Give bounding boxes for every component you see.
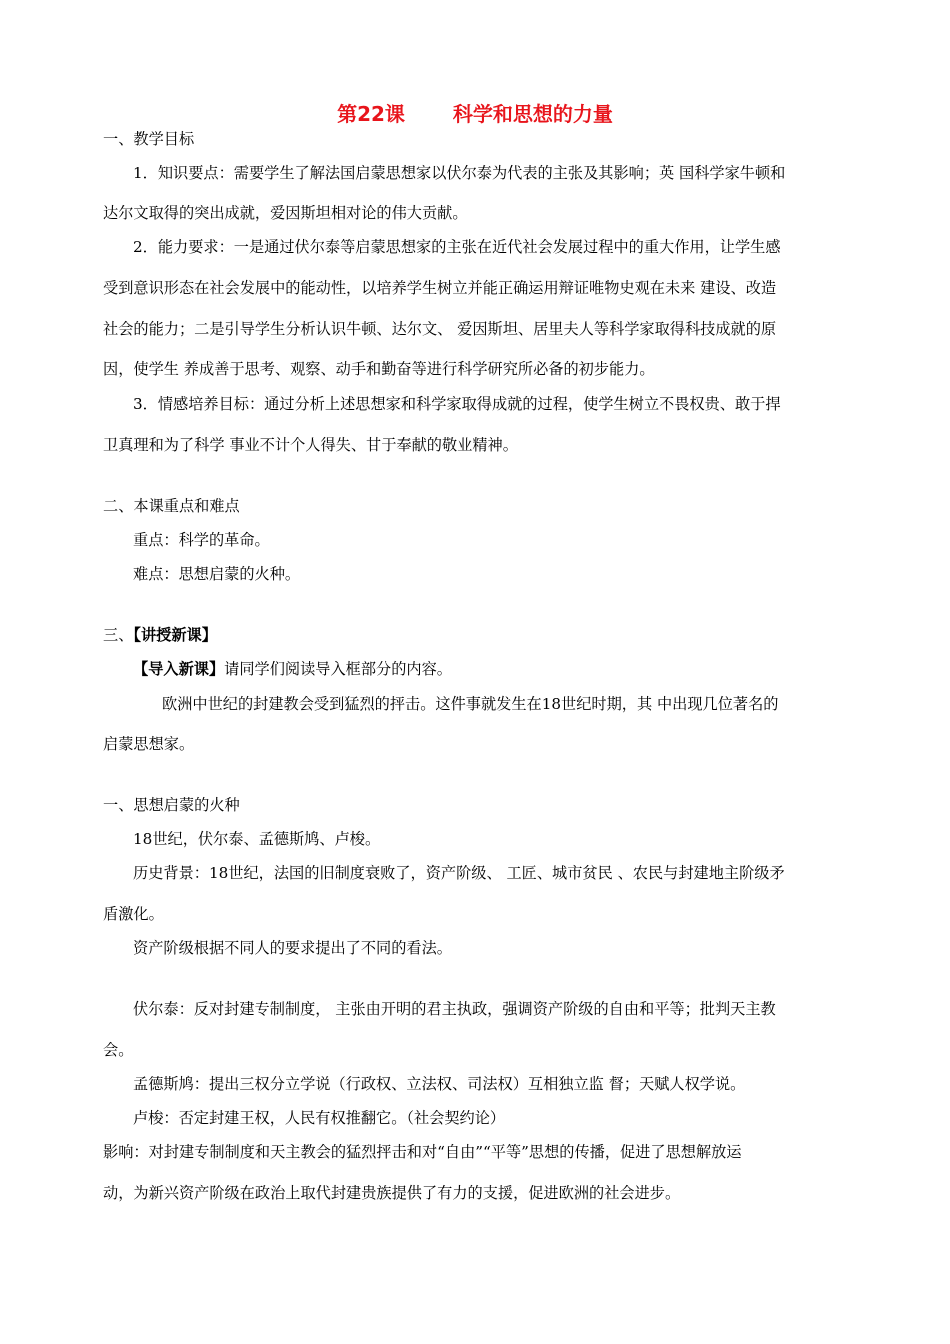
paragraph-line: 盾激化。 — [103, 905, 164, 923]
paragraph-line: 18世纪，伏尔泰、孟德斯鸠、卢梭。 — [133, 830, 381, 848]
paragraph-line: 孟德斯鸠：提出三权分立学说（行政权、立法权、司法权）互相独立监 督；天赋人权学说。 — [133, 1075, 746, 1093]
paragraph-line: 3．情感培养目标：通过分析上述思想家和科学家取得成就的过程，使学生树立不畏权贵、敢于捍 — [133, 395, 781, 413]
paragraph-line: 卫真理和为了科学 事业不计个人得失、甘于奉献的敬业精神。 — [103, 436, 518, 454]
paragraph-line: 资产阶级根据不同人的要求提出了不同的看法。 — [133, 939, 452, 957]
paragraph-line: 达尔文取得的突出成就，爱因斯坦相对论的伟大贡献。 — [103, 204, 468, 222]
paragraph-line: 2．能力要求：一是通过伏尔泰等启蒙思想家的主张在近代社会发展过程中的重大作用，让学生感 — [133, 238, 781, 256]
paragraph-line: 影响：对封建专制制度和天主教会的猛烈抨击和对“自由”“平等”思想的传播，促进了思想解放运 — [103, 1143, 742, 1161]
lesson-name: 科学和思想的力量 — [452, 102, 613, 126]
paragraph-line: 启蒙思想家。 — [103, 735, 195, 753]
paragraph-line: 卢梭：否定封建王权，人民有权推翻它。（社会契约论） — [133, 1109, 506, 1127]
intro-text: 请同学们阅读导入框部分的内容。 — [224, 660, 452, 678]
section-heading-new-lesson — [103, 624, 217, 646]
lesson-number: 第22课 — [337, 102, 405, 126]
paragraph-line: 受到意识形态在社会发展中的能动性，以培养学生树立并能正确运用辩证唯物史观在未来 建设、改造 — [103, 279, 777, 297]
paragraph-line: 欧洲中世纪的封建教会受到猛烈的抨击。这件事就发生在18世纪时期，其 中出现几位著名的 — [162, 695, 779, 713]
section-heading-enlightenment: 一、思想启蒙的火种 — [103, 796, 240, 814]
intro-line — [133, 658, 452, 680]
section-prefix: 三、 — [103, 626, 134, 644]
paragraph-line: 历史背景：18世纪，法国的旧制度衰败了，资产阶级、 工匠、城市贫民 、农民与封建地主阶级矛 — [133, 864, 785, 882]
paragraph-line: 动，为新兴资产阶级在政治上取代封建贵族提供了有力的支援，促进欧洲的社会进步。 — [103, 1184, 681, 1202]
section-heading-objectives: 一、教学目标 — [103, 130, 195, 148]
key-point: 重点：科学的革命。 — [133, 531, 270, 549]
paragraph-line: 社会的能力；二是引导学生分析认识牛顿、达尔文、 爱因斯坦、居里夫人等科学家取得科技成就的原 — [103, 320, 777, 338]
section-title: 【讲授新课】 — [133, 626, 217, 644]
page-title — [0, 98, 950, 127]
paragraph-line: 因，使学生 养成善于思考、观察、动手和勤奋等进行科学研究所必备的初步能力。 — [103, 360, 655, 378]
difficult-point: 难点：思想启蒙的火种。 — [133, 565, 301, 583]
paragraph-line: 1．知识要点：需要学生了解法国启蒙思想家以伏尔泰为代表的主张及其影响；英 国科学家牛顿和 — [133, 164, 786, 182]
paragraph-line: 会。 — [103, 1041, 134, 1059]
paragraph-line: 伏尔泰：反对封建专制制度， 主张由开明的君主执政，强调资产阶级的自由和平等；批判天主教 — [133, 1000, 776, 1018]
intro-label: 【导入新课】 — [133, 660, 225, 678]
section-heading-key-points: 二、本课重点和难点 — [103, 497, 240, 515]
